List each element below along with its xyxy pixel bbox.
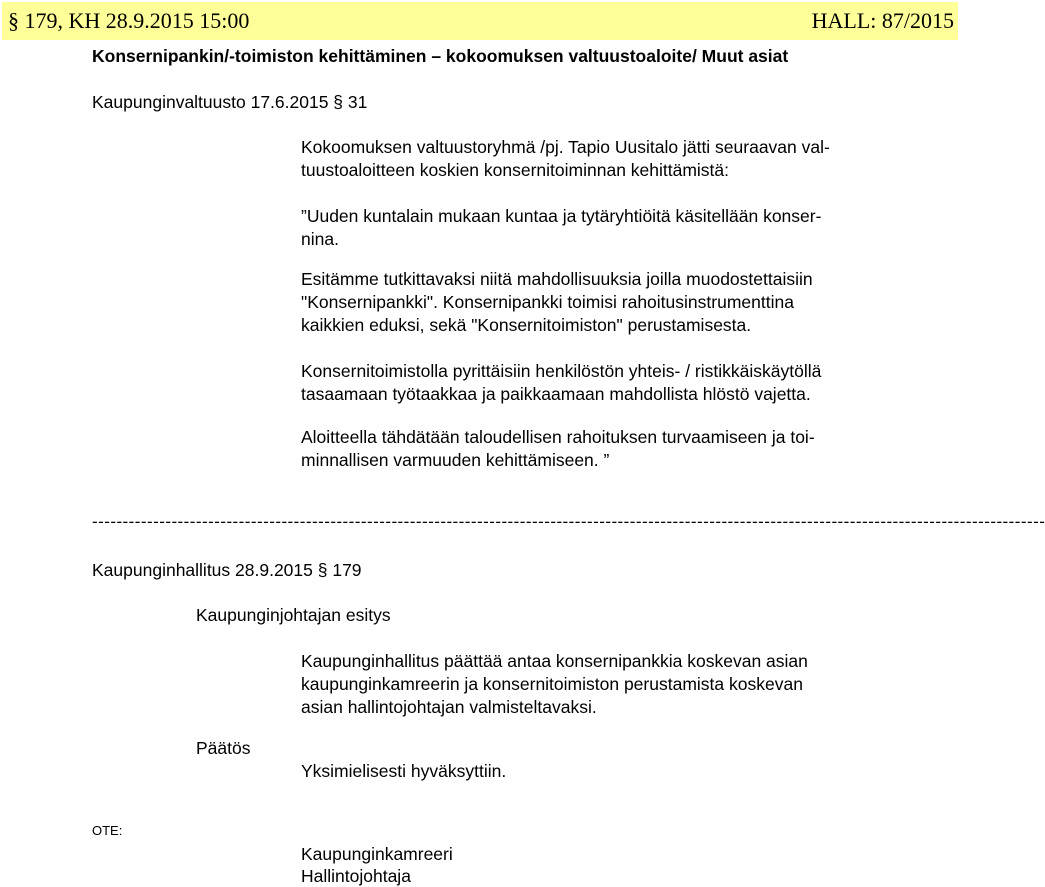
decision-text: Yksimielisesti hyväksyttiin. [301, 761, 507, 781]
proposal-heading: Kaupunginjohtajan esitys [196, 605, 391, 625]
initiative-paragraph-line: Aloitteella tähdätään taloudellisen rahoituksen turvaamiseen ja toi- [301, 427, 815, 447]
initiative-paragraph-line: nina. [301, 229, 339, 249]
section-divider: ------------------------------------------------------------------------------------------------------------------------------------------------------------ [92, 512, 1045, 531]
board-reference: Kaupunginhallitus 28.9.2015 § 179 [92, 560, 362, 580]
ote-label: OTE: [92, 823, 123, 838]
initiative-paragraph-line: tasaamaan työtaakkaa ja paikkaamaan mahdollista hlöstö vajetta. [301, 384, 811, 404]
council-reference: Kaupunginvaltuusto 17.6.2015 § 31 [92, 92, 368, 112]
minutes-header [2, 2, 958, 40]
recipient-item: Hallintojohtaja [301, 866, 411, 886]
document-title: Konsernipankin/-toimiston kehittäminen – kokoomuksen valtuustoaloite/ Muut asiat [92, 46, 789, 66]
initiative-intro-line: tuustoaloitteen koskien konsernitoiminnan kehittämistä: [301, 160, 730, 180]
hall-reference: HALL: 87/2015 [811, 8, 954, 33]
decision-label: Päätös [196, 738, 251, 758]
initiative-paragraph-line: Konsernitoimistolla pyrittäisiin henkilöstön yhteis- / ristikkäiskäytöllä [301, 361, 822, 381]
section-reference: § 179, KH 28.9.2015 15:00 [8, 8, 250, 33]
initiative-paragraph-line: Esitämme tutkittavaksi niitä mahdollisuuksia joilla muodostettaisiin [301, 269, 813, 289]
initiative-intro-line: Kokoomuksen valtuustoryhmä /pj. Tapio Uusitalo jätti seuraavan val- [301, 137, 830, 157]
initiative-paragraph-line: "Konsernipankki". Konsernipankki toimisi rahoitusinstrumenttina [301, 292, 794, 312]
proposal-text-line: kaupunginkamreerin ja konsernitoimiston perustamista koskevan [301, 674, 803, 694]
proposal-text-line: asian hallintojohtajan valmisteltavaksi. [301, 697, 597, 717]
initiative-paragraph-line: ”Uuden kuntalain mukaan kuntaa ja tytäryhtiöitä käsitellään konser- [301, 206, 822, 226]
initiative-paragraph-line: kaikkien eduksi, sekä "Konsernitoimiston" perustamisesta. [301, 315, 752, 335]
initiative-paragraph-line: minnallisen varmuuden kehittämiseen. ” [301, 450, 610, 470]
proposal-text-line: Kaupunginhallitus päättää antaa konsernipankkia koskevan asian [301, 651, 808, 671]
recipient-item: Kaupunginkamreeri [301, 844, 453, 864]
